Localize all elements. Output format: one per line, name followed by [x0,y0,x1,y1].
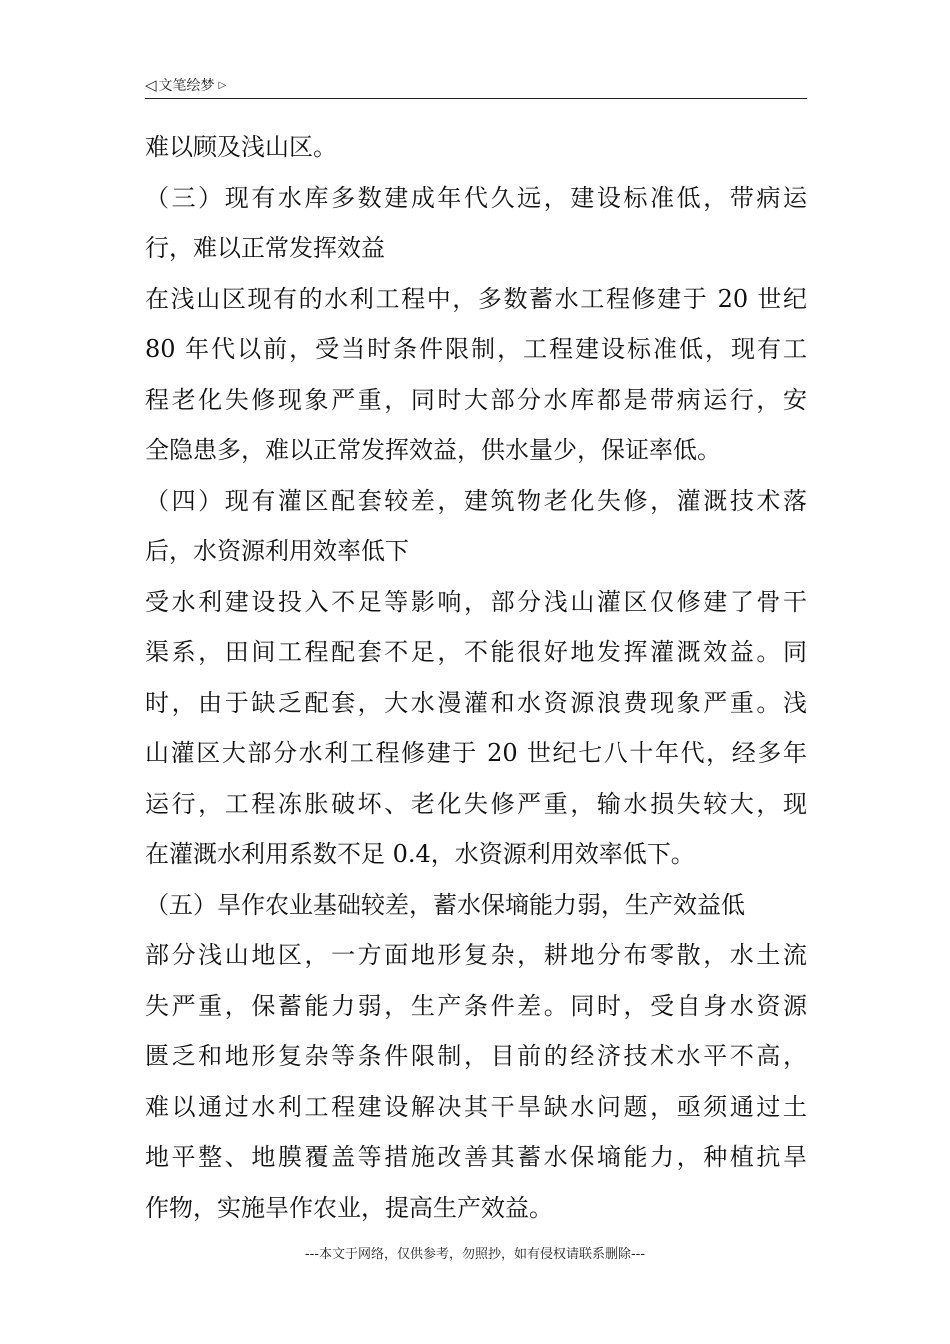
text-line: （三）现有水库多数建成年代久远，建设标准低，带病运 [145,183,807,212]
text-line: 地平整、地膜覆盖等措施改善其蓄水保墒能力，种植抗旱 [145,1143,807,1171]
text-line: 渠系，田间工程配套不足，不能很好地发挥灌溉效益。同 [145,638,807,666]
text-line: 在浅山区现有的水利工程中，多数蓄水工程修建于 20 世纪 [145,284,807,313]
text-line: 受水利建设投入不足等影响，部分浅山灌区仅修建了骨干 [145,587,807,616]
text-line: 在灌溉水利用系数不足 0.4，水资源利用效率低下。 [145,840,695,868]
text-line: 匮乏和地形复杂等条件限制，目前的经济技术水平不高， [145,1042,807,1070]
text-line: 全隐患多，难以正常发挥效益，供水量少，保证率低。 [145,436,721,464]
header-label: 文笔绘梦 [158,78,215,94]
text-line: 程老化失修现象严重，同时大部分水库都是带病运行，安 [145,385,807,414]
text-line: 难以顾及浅山区。 [145,133,337,161]
text-line: （四）现有灌区配套较差，建筑物老化失修，灌溉技术落 [145,486,807,515]
text-line: 部分浅山地区，一方面地形复杂，耕地分布零散，水土流 [145,941,807,969]
left-triangle-icon: ◁ [145,76,157,94]
text-line: 运行，工程冻胀破坏、老化失修严重，输水损失较大，现 [145,789,807,818]
page-header [145,74,807,99]
text-line: （五）旱作农业基础较差，蓄水保墒能力弱，生产效益低 [145,890,745,919]
text-line: 失严重，保蓄能力弱，生产条件差。同时，受自身水资源 [145,991,807,1020]
page-footer: ---本文于网络，仅供参考，勿照抄，如有侵权请联系删除--- [304,1247,646,1262]
header-title [145,76,226,95]
text-line: 后，水资源利用效率低下 [145,537,409,565]
right-triangle-icon: ▷ [218,80,227,91]
text-line: 难以通过水利工程建设解决其干旱缺水问题，亟须通过土 [145,1092,807,1121]
text-line: 时，由于缺乏配套，大水漫灌和水资源浪费现象严重。浅 [145,688,807,717]
text-line: 80 年代以前，受当时条件限制，工程建设标准低，现有工 [145,335,807,363]
document-body [145,122,807,1233]
text-line: 行，难以正常发挥效益 [145,234,385,262]
text-line: 山灌区大部分水利工程修建于 20 世纪七八十年代，经多年 [145,739,807,767]
text-line: 作物，实施旱作农业，提高生产效益。 [145,1193,553,1222]
